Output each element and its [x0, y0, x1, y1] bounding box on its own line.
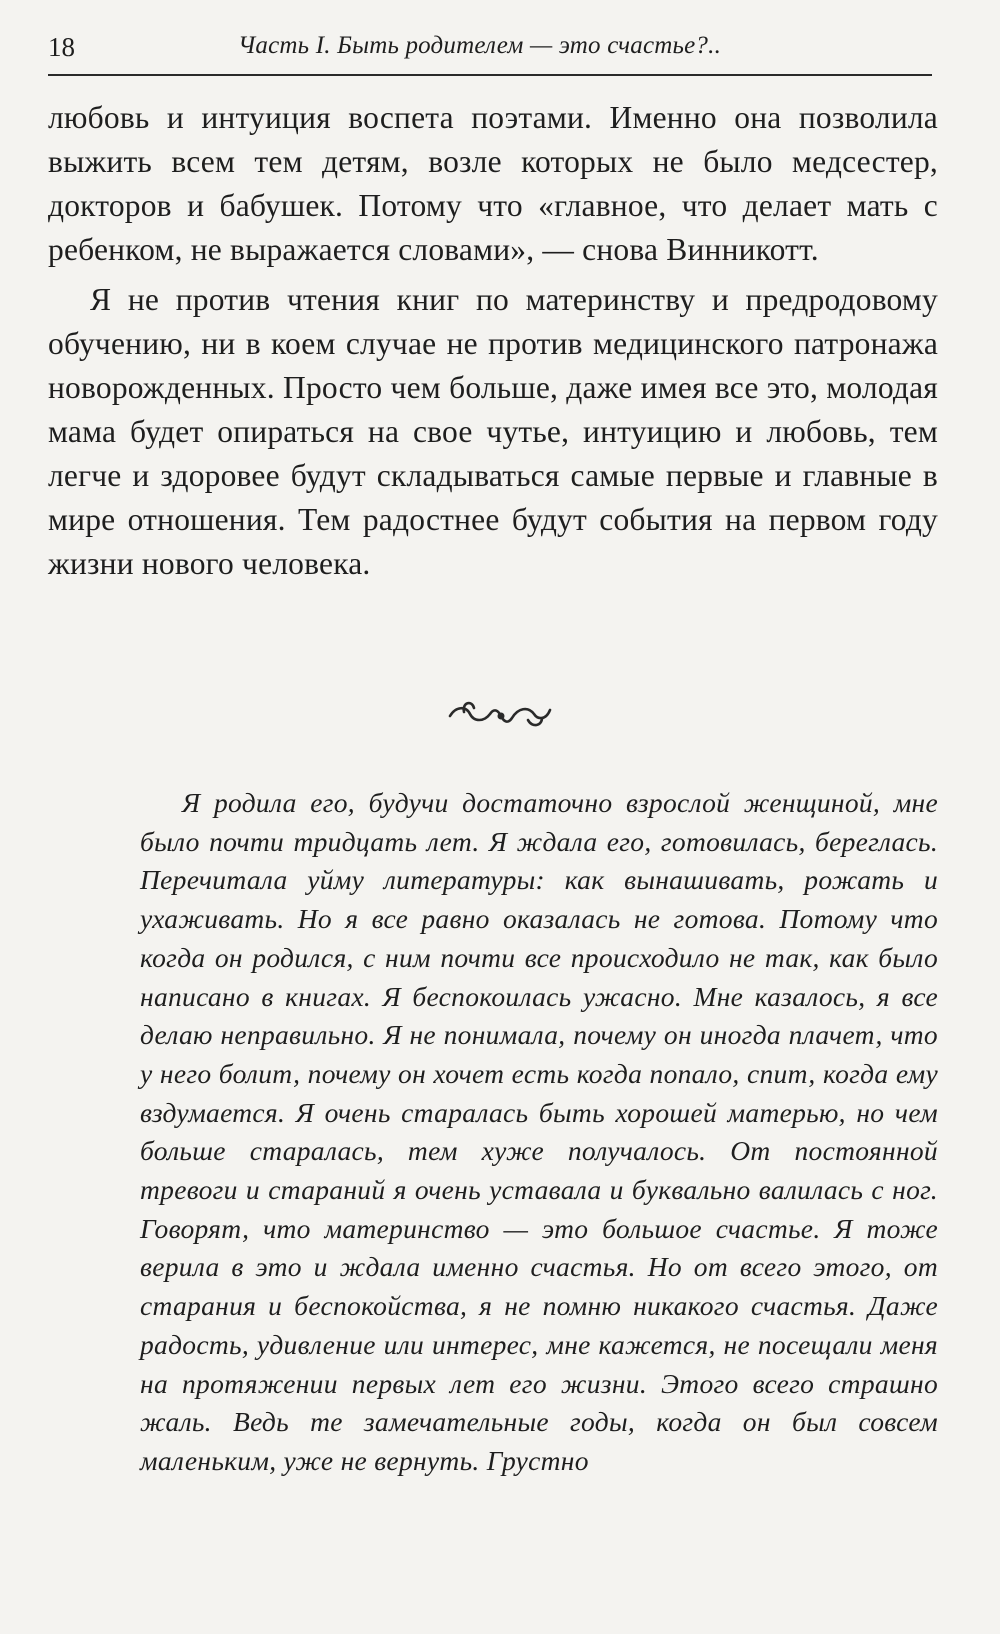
body-paragraph-2: Я не против чтения книг по материнству и предродовому обучению, ни в коем случае не против медицинского патронажа новорожденных. Просто чем больше, даже имея все это, молодая мама будет опираться на свое чутье, интуицию и любовь, тем легче и здоровее будут складываться самые первые и главные в мире отношения. Тем радостнее будут события на первом году жизни нового человека.: [48, 282, 938, 581]
body-paragraph-1: любовь и интуиция воспета поэтами. Именно она позволила выжить всем тем детям, возле которых не было медсестер, докторов и бабушек. Потому что «главное, что делает мать с ребенком, не выражается словами», — снова Винникотт.: [48, 100, 938, 267]
running-title: Часть I. Быть родителем — это счастье?..: [238, 32, 722, 59]
quote-paragraph: Я родила его, будучи достаточно взрослой женщиной, мне было почти тридцать лет. Я ждала его, готовилась, береглась. Перечитала уйму литературы: как вынашивать, рожать и ухаживать. Но я все равно оказалась не готова. Потому что когда он родился, с ним почти все происходило не так, как было написано в книгах. Я беспокоилась ужасно. Мне казалось, я все делаю неправильно. Я не понимала, почему он иногда плачет, что у него болит, почему он хочет есть когда попало, спит, когда ему вздумается. Я очень старалась быть хорошей матерью, но чем больше старалась, тем хуже получалось. От постоянной тревоги и стараний я очень уставала и буквально валилась с ног. Говорят, что материнство — это большое счастье. Я тоже верила в это и ждала именно счастья. Но от всего этого, от старания и беспокойства, я не помню никакого счастья. Даже радость, удивление или интерес, мне кажется, не посещали меня на протяжении первых лет его жизни. Этого всего страшно жаль. Ведь те замечательные годы, когда он был совсем маленьким, уже не вернуть. Грустно: [140, 787, 938, 1476]
main-text: [48, 96, 938, 592]
page-number: 18: [48, 32, 75, 62]
running-header: [48, 30, 932, 76]
fleuron-divider-icon: [446, 696, 556, 732]
